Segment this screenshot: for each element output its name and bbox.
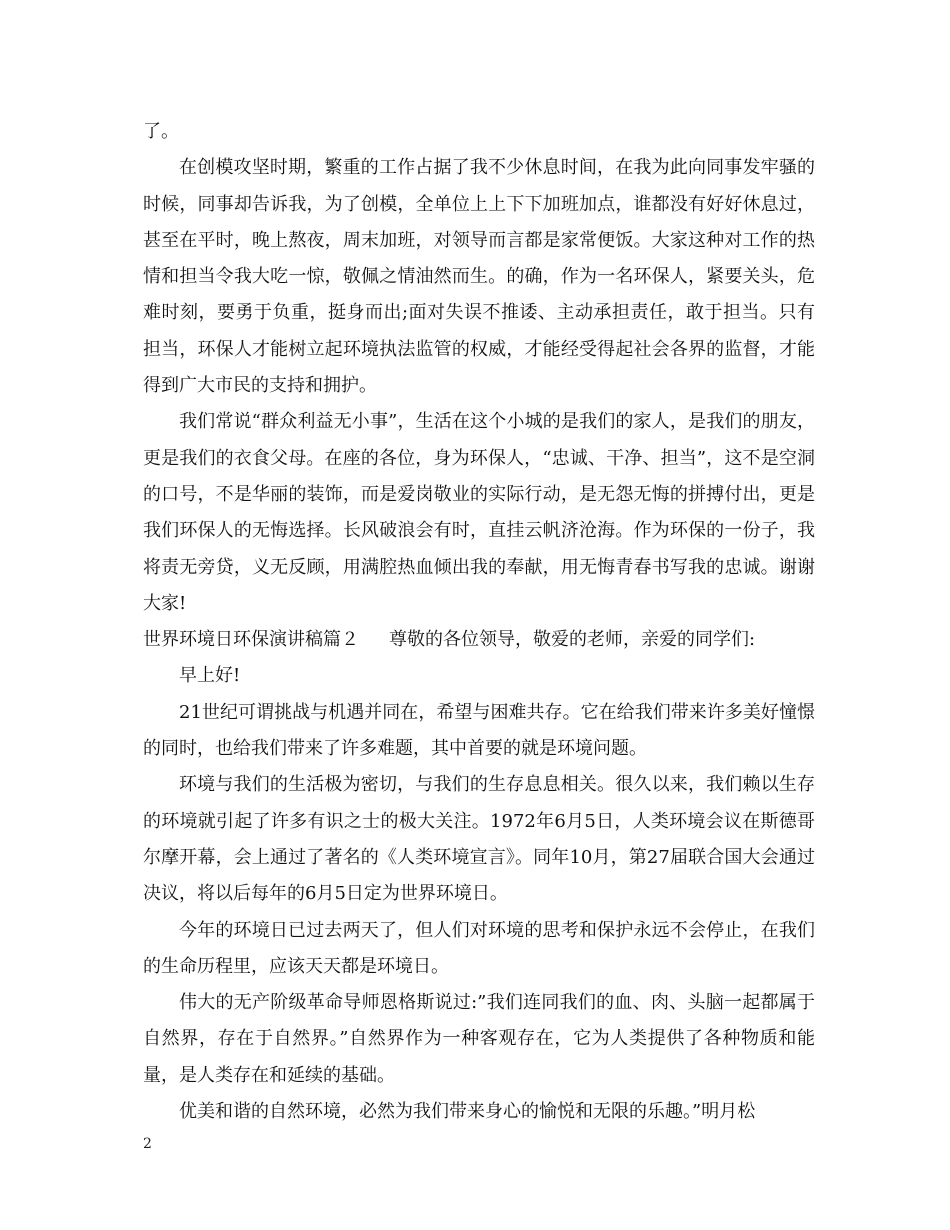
speech-salutation: 尊敬的各位领导，敬爱的老师，亲爱的同学们: — [389, 629, 756, 651]
paragraph-harmony: 优美和谐的自然环境，必然为我们带来身心的愉悦和无限的乐趣。”明月松 — [179, 1101, 756, 1123]
paragraph-continuation: 了。 — [143, 121, 179, 142]
paragraph-environment-day-history: 环境与我们的生活极为密切，与我们的生存息息相关。很久以来，我们赖以生存的环境就引起了许多有识之士的极大关注。1972年6月5日，人类环境会议在斯德哥尔摩开幕，会上通过了著名的《人类环境宣言》。同年10月，第27届联合国大会通过决议，将以后每年的6月5日定为世界环境日。 — [143, 774, 815, 905]
paragraph-dedication: 在创模攻坚时期，繁重的工作占据了我不少休息时间，在我为此向同事发牢骚的时候，同事却告诉我，为了创模，全单位上上下下加班加点，谁都没有好好休息过，甚至在平时，晚上熬夜，周末加班，对领导而言都是家常便饭。大家这种对工作的热情和担当令我大吃一惊，敬佩之情油然而生。的确，作为一名环保人，紧要关头，危难时刻，要勇于负重，挺身而出;面对失误不推诿、主动承担责任，敢于担当。只有担当，环保人才能树立起环境执法监管的权威，才能经受得起社会各界的监督，才能得到广大市民的支持和拥护。 — [143, 157, 815, 397]
speech-title: 世界环境日环保演讲稿篇２ — [143, 629, 359, 651]
document-body — [143, 114, 815, 1130]
paragraph-engels-quote: 伟大的无产阶级革命导师恩格斯说过:”我们连同我们的血、肉、头脑一起都属于自然界，存在于自然界。”自然界作为一种客观存在，它为人类提供了各种物质和能量，是人类存在和延续的基础。 — [143, 992, 815, 1086]
paragraph-reflection: 今年的环境日已过去两天了，但人们对环境的思考和保护永远不会停止，在我们的生命历程里，应该天天都是环境日。 — [143, 919, 815, 977]
speech-heading-line — [143, 622, 815, 658]
page-number: 2 — [143, 1136, 152, 1152]
paragraph-century: 21世纪可谓挑战与机遇并同在，希望与困难共存。它在给我们带来许多美好憧憬的同时，也给我们带来了许多难题，其中首要的就是环境问题。 — [143, 701, 815, 760]
paragraph-conclusion: 我们常说“群众利益无小事”，生活在这个小城的是我们的家人，是我们的朋友，更是我们的衣食父母。在座的各位，身为环保人，“忠诚、干净、担当”，这不是空洞的口号，不是华丽的装饰，而是爱岗敬业的实际行动，是无怨无悔的拼搏付出，更是我们环保人的无悔选择。长风破浪会有时，直挂云帆济沧海。作为环保的一份子，我将责无旁贷，义无反顾，用满腔热血倾出我的奉献，用无悔青春书写我的忠诚。谢谢大家! — [143, 411, 815, 614]
paragraph-greeting: 早上好! — [179, 665, 241, 687]
